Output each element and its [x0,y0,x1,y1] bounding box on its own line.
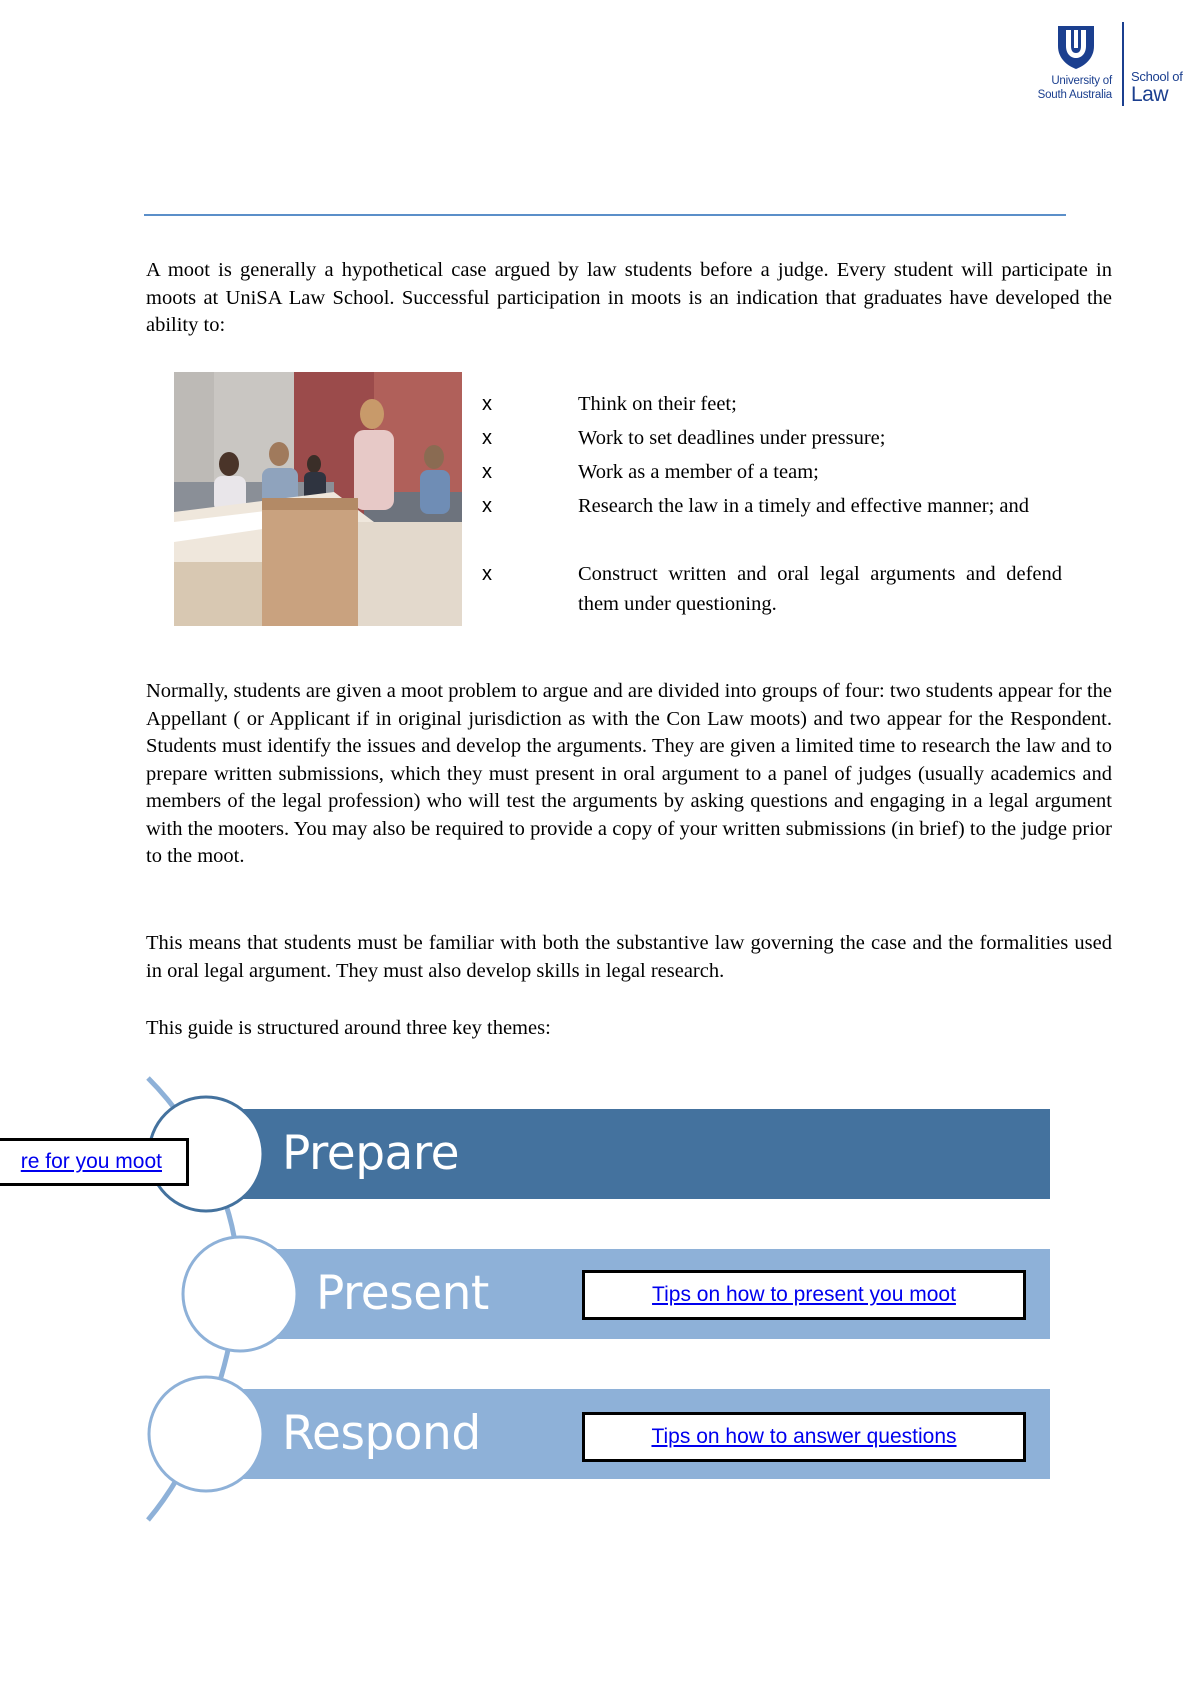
moot-court-photo [174,372,462,626]
bullet-marker-1: x [482,393,492,415]
ability-item-5: Construct written and oral legal arguments and defend them under questioning. [578,563,1062,615]
theme-label-respond: Respond [282,1406,481,1461]
respond-link-box [582,1412,1026,1462]
ability-item-4: Research the law in a timely and effective manner; and [578,495,1029,517]
theme-circle-present [180,1234,300,1354]
theme-bar-prepare [238,1109,1050,1199]
ability-item-3: Work as a member of a team; [578,461,819,483]
intro-paragraph: A moot is generally a hypothetical case argued by law students before a judge. Every student will participate in moots at UniSA Law School. Successful participation in moots is an indication that graduates have developed the ability to: [146,259,1112,336]
theme-circle-respond [146,1374,266,1494]
bullet-marker-2: x [482,427,492,449]
logo-divider [1122,22,1124,106]
body-paragraph-4: This guide is structured around three key themes: [146,1017,551,1039]
body-paragraph-3: This means that students must be familiar with both the substantive law governing the case and the formalities used in oral legal argument. They must also develop skills in legal research. [146,932,1112,982]
unisa-shield-icon [1056,24,1096,70]
law-label: Law [1131,83,1169,106]
unisa-law-logo [1024,22,1184,108]
body-paragraph-2: Normally, students are given a moot problem to argue and are divided into groups of four: two students appear for the Appellant ( or Applicant if in original jurisdiction as with the Con Law moots) and two appear for the Respondent. Students must identify the issues and develop the arguments. They are given a limited time to research the law and to prepare written submissions, which they must present in oral argument to a panel of judges (usually academics and members of the legal profession) who will test the arguments by asking questions and engaging in a legal argument with the mooters. You may also be required to provide a copy of your written submissions (in brief) to the judge prior to the moot. [146,680,1112,867]
theme-label-prepare: Prepare [282,1126,460,1181]
present-tips-link[interactable]: Tips on how to present you moot [652,1283,956,1306]
bullet-marker-5: x [482,563,492,585]
prepare-tips-link[interactable]: re for you moot [20,1150,162,1173]
bullet-marker-4: x [482,495,492,517]
ability-item-2: Work to set deadlines under pressure; [578,427,886,449]
theme-label-present: Present [316,1266,489,1321]
ability-item-1: Think on their feet; [578,393,737,415]
header-rule [144,214,1066,216]
respond-tips-link[interactable]: Tips on how to answer questions [651,1425,957,1448]
present-link-box [582,1270,1026,1320]
prepare-link-box [0,1138,189,1186]
university-name: University of South Australia [1037,75,1112,101]
bullet-marker-3: x [482,461,492,483]
school-of-label: School of [1131,69,1183,84]
